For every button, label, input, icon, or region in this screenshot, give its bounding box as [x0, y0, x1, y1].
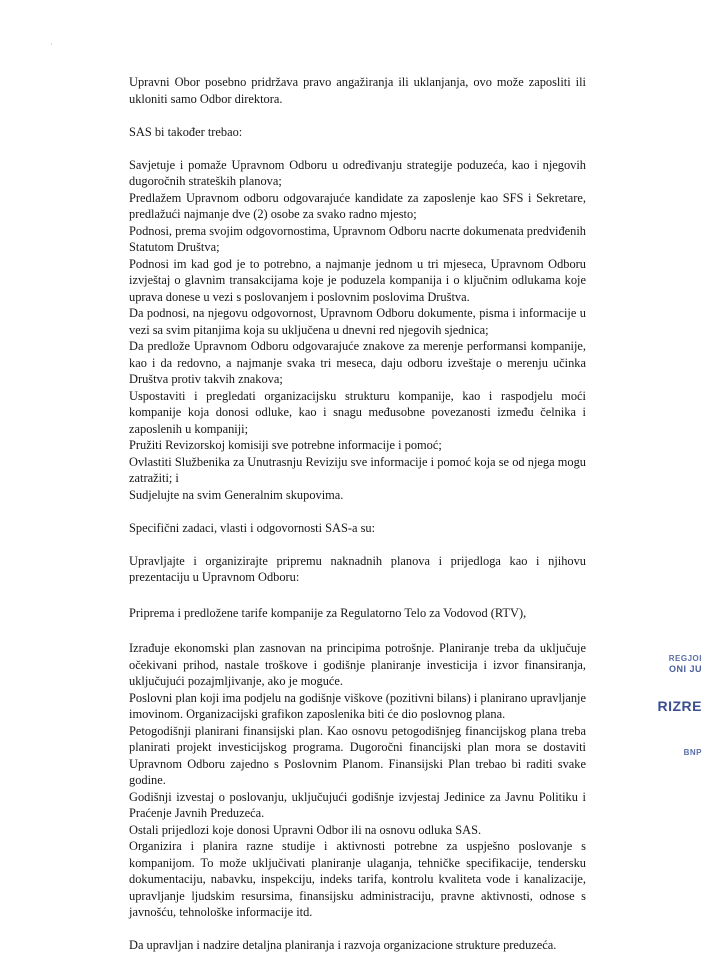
- list-item: Da predlože Upravnom Odboru odgovarajuće znakove za merenje performansi kompanije, kao i da redovno, a najmanje svaka tri meseca, daju odboru izveštaje o merenju učinka Društva protiv takvih znakova;: [129, 338, 586, 388]
- stamp-text: ONI JU: [669, 664, 702, 674]
- list-item: Poslovni plan koji ima podjelu na godišnje viškove (pozitivni bilans) i planirano upravljanje imovinom. Organizacijski grafikon zaposlenika biti će dio poslovnog plana.: [129, 690, 586, 723]
- list-item: Organizira i planira razne studije i aktivnosti potrebne za uspješno poslovanje s kompanijom. To može uključivati planiranje ulaganja, tehničke specifikacije, tendersku dokumentaciju, nabavku, inspekciju, indeks tarifa, kontrolu kvaliteta vode i kanalizacije, upravljanje ljudskim resursima, finansijsku administraciju, pravne aktivnosti, odnose s javnošću, tehnološke informacije itd.: [129, 838, 586, 921]
- list-item: Petogodišnji planirani finansijski plan. Kao osnovu petogodišnjeg financijskog plana treba planirati projekt investicijskog programa. Dugoročni financijski plan mora se dostaviti Upravnom Odboru zajedno s Poslovnim Planom. Finansijski Plan trebao bi raditi svake godine.: [129, 723, 586, 789]
- list-item: Ostali prijedlozi koje donosi Upravni Odbor ili na osnovu odluka SAS.: [129, 822, 586, 839]
- list-item: Da podnosi, na njegovu odgovornost, Upravnom Odboru dokumente, pisma i informacije u vezi sa svim pitanjima koja su uključena u dnevni red njegovih sjednica;: [129, 305, 586, 338]
- scan-mark: ·: [50, 40, 53, 49]
- list-item: Predlažem Upravnom odboru odgovarajuće kandidate za zaposlenje kao SFS i Sekretare, predlažući najmanje dve (2) osobe za svako radno mjesto;: [129, 190, 586, 223]
- list-item: Ovlastiti Službenika za Unutrasnju Reviziju sve informacije i pomoć koja se od njega mogu zatražiti; i: [129, 454, 586, 487]
- list-item: Podnosi im kad god je to potrebno, a najmanje jednom u tri mjeseca, Upravnom Odboru izvještaj o glavnim transakcijama koje je poduzela kompanija i o ključnim odlukama koje uprava donese u vezi s poslovanjem i poslovnim poslovima Društva.: [129, 256, 586, 306]
- sas-duties-heading: SAS bi također trebao:: [129, 124, 586, 141]
- stamp-text: BNP: [684, 748, 702, 757]
- list-item: Pružiti Revizorskoj komisiji sve potrebne informacije i pomoć;: [129, 437, 586, 454]
- list-item: Podnosi, prema svojim odgovornostima, Upravnom Odboru nacrte dokumenata predviđenih Statutom Društva;: [129, 223, 586, 256]
- specific-tasks-heading: Specifični zadaci, vlasti i odgovornosti SAS-a su:: [129, 520, 586, 537]
- list-item: Uspostaviti i pregledati organizacijsku strukturu kompanije, kao i raspodjelu moći kompanije koja donosi odluke, kao i snagu međusobne povezanosti između čelnika i zaposlenih u kompaniji;: [129, 388, 586, 438]
- list-item: Izrađuje ekonomski plan zasnovan na principima potrošnje. Planiranje treba da uključuje očekivani prihod, nastale troškove i godišnje planiranje investicija i izvor finansiranja, uključujući pozajmljivanje, ako je moguće.: [129, 640, 586, 690]
- manage-plans-paragraph: Upravljajte i organizirajte pripremu naknadnih planova i prijedloga kao i njihovu prezentaciju u Upravnom Odboru:: [129, 553, 586, 586]
- list-item: Sudjelujte na svim Generalnim skupovima.: [129, 487, 586, 504]
- closing-paragraph: Da upravljan i nadzire detaljna planiranja i razvoja organizacione strukture preduzeća.: [129, 937, 586, 954]
- official-stamp: [660, 640, 700, 790]
- stamp-text: REGJOI: [669, 654, 702, 663]
- sas-duties-list: [129, 157, 586, 504]
- list-item: Savjetuje i pomaže Upravnom Odboru u određivanju strategije poduzeća, kao i njegovih dugoročnih strateških planova;: [129, 157, 586, 190]
- document-body: [129, 74, 586, 954]
- intro-paragraph: Upravni Obor posebno pridržava pravo angažiranja ili uklanjanja, ovo može zaposliti ili ukloniti samo Odbor direktora.: [129, 74, 586, 107]
- plan-items-list: [129, 640, 586, 921]
- list-item: Godišnji izvestaj o poslovanju, uključujući godišnje izvjestaj Jedinice za Javnu Politiku i Praćenje Javnih Preduzeća.: [129, 789, 586, 822]
- stamp-text: RIZRE: [658, 698, 702, 714]
- tariff-paragraph: Priprema i predložene tarife kompanije za Regulatorno Telo za Vodovod (RTV),: [129, 605, 586, 622]
